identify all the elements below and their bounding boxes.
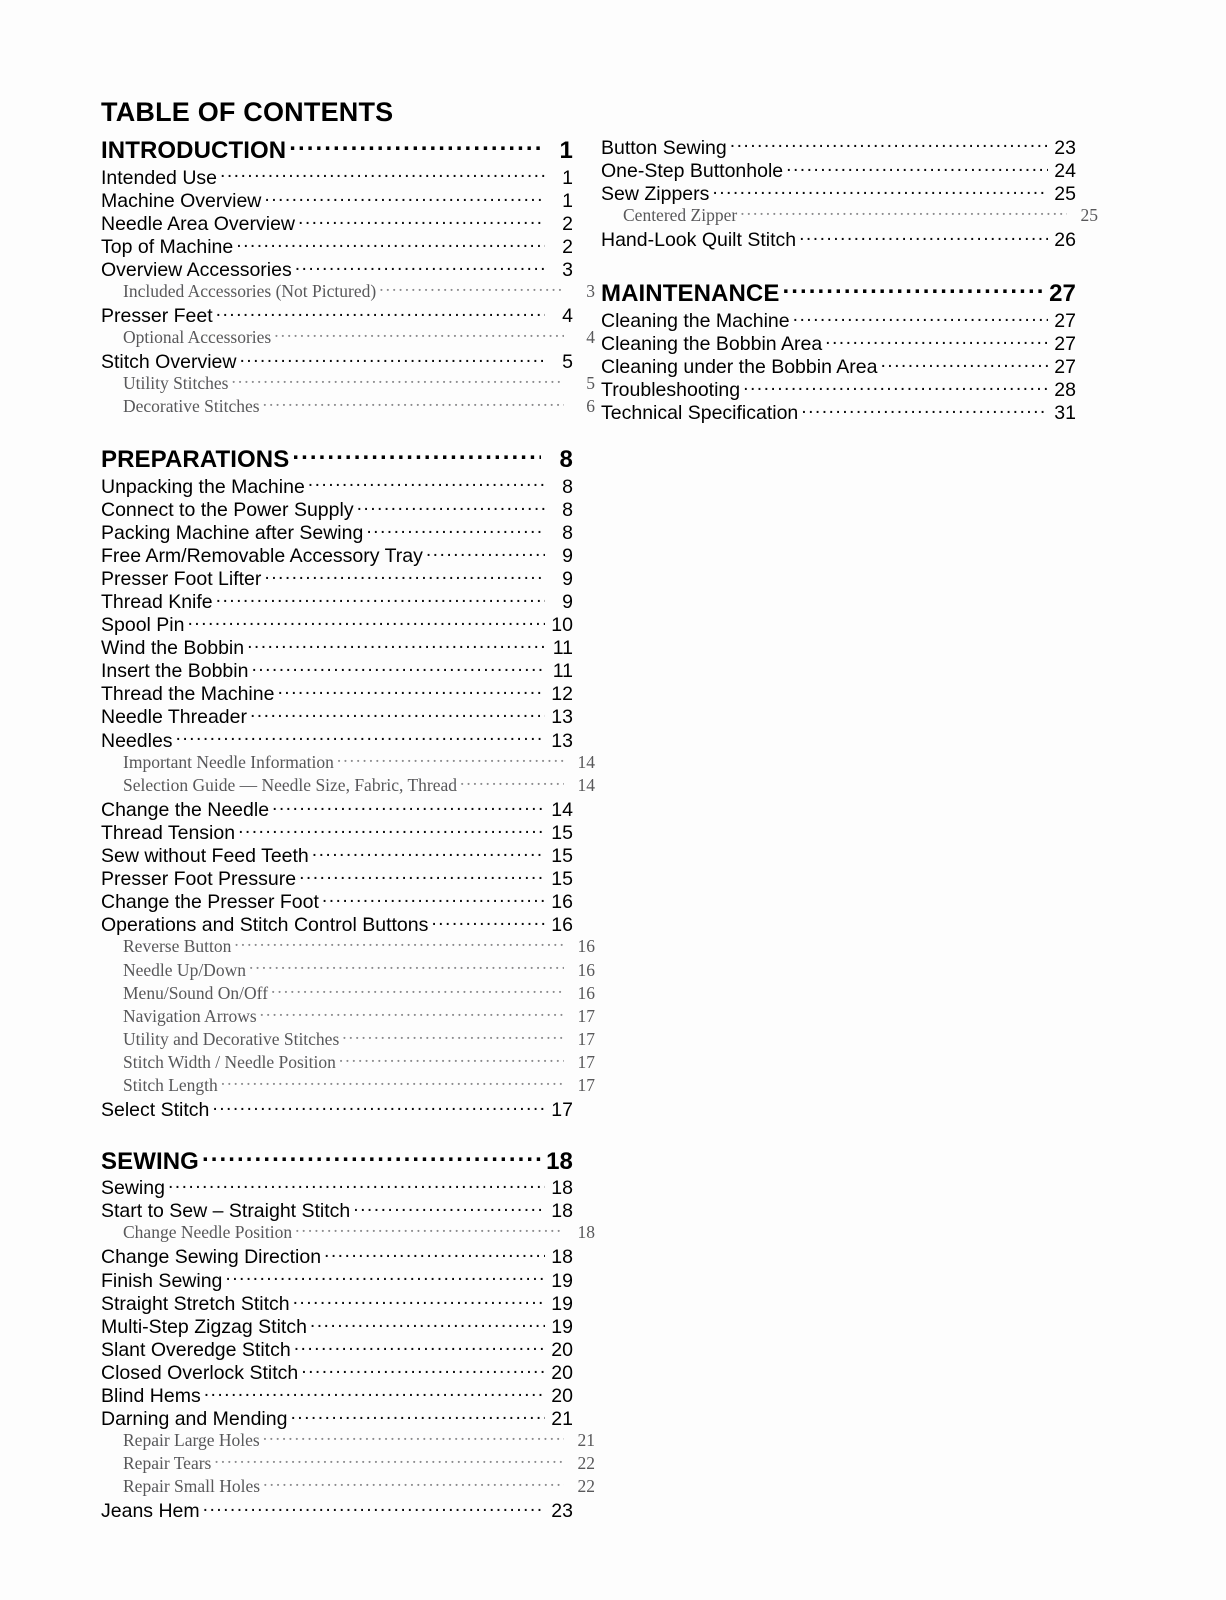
toc-page-number: 16 (551, 914, 573, 937)
toc-entry-label: Utility and Decorative Stitches (123, 1028, 340, 1049)
toc-dot-leader (298, 210, 545, 230)
toc-dot-leader (799, 226, 1048, 246)
toc-entry-label: Repair Small Holes (123, 1476, 261, 1497)
toc-page-number: 17 (577, 1005, 595, 1026)
toc-page-number: 11 (552, 660, 573, 683)
toc-entry-row[interactable] (101, 1097, 573, 1120)
toc-subentry-row[interactable] (101, 1221, 595, 1244)
toc-entry-label: Centered Zipper (623, 204, 738, 225)
toc-subentry-row[interactable] (101, 1452, 595, 1475)
toc-entry-row[interactable] (601, 331, 1076, 354)
toc-entry-label: Unpacking the Machine (101, 475, 305, 498)
toc-entry-label: Needles (101, 729, 173, 752)
toc-page-number: 20 (551, 1338, 573, 1361)
toc-dot-leader (239, 349, 545, 369)
toc-entry-label: SEWING (101, 1147, 199, 1175)
toc-dot-leader (216, 303, 545, 323)
toc-entry-label: Navigation Arrows (123, 1005, 257, 1026)
toc-page-number: 13 (551, 706, 573, 729)
toc-page-number: 8 (562, 475, 573, 498)
toc-page-number: 27 (1049, 280, 1076, 308)
toc-dot-leader (212, 1097, 545, 1117)
toc-page-number: 15 (551, 845, 573, 868)
toc-subentry-row[interactable] (101, 1475, 595, 1498)
toc-dot-leader (220, 164, 545, 184)
toc-entry-label: Straight Stretch Stitch (101, 1292, 290, 1315)
toc-entry-row[interactable] (101, 542, 573, 565)
toc-dot-leader (712, 180, 1048, 200)
toc-entry-label: Hand-Look Quilt Stitch (601, 228, 797, 251)
toc-page-number: 16 (577, 982, 595, 1003)
toc-page-number: 28 (1054, 379, 1076, 402)
toc-entry-row[interactable] (601, 307, 1076, 330)
toc-entry-row[interactable] (101, 1383, 573, 1406)
toc-entry-row[interactable] (101, 164, 573, 187)
toc-dot-leader (293, 1290, 545, 1310)
toc-page-number: 9 (562, 567, 573, 590)
toc-entry-label: Cleaning the Bobbin Area (601, 333, 823, 356)
toc-page-number: 14 (577, 774, 595, 795)
toc-dot-leader (289, 134, 541, 158)
toc-dot-leader (274, 326, 564, 344)
toc-entry-label: Stitch Length (123, 1074, 218, 1095)
toc-entry-row[interactable] (101, 1359, 573, 1382)
toc-dot-leader (264, 565, 545, 585)
toc-entry-row[interactable] (601, 226, 1076, 249)
toc-entry-label: Multi-Step Zigzag Stitch (101, 1315, 307, 1338)
toc-page-number: 17 (577, 1028, 595, 1049)
toc-entry-label: Intended Use (101, 166, 218, 189)
toc-entry-row[interactable] (601, 134, 1076, 157)
toc-dot-leader (357, 496, 545, 516)
toc-entry-row[interactable] (101, 727, 573, 750)
toc-dot-leader (740, 203, 1067, 221)
toc-subentry-row[interactable] (101, 1004, 595, 1027)
toc-entry-label: Overview Accessories (101, 258, 292, 281)
toc-entry-row[interactable] (101, 519, 573, 542)
toc-dot-leader (295, 1221, 564, 1239)
toc-dot-leader (825, 331, 1048, 351)
toc-page-number: 1 (562, 189, 573, 212)
toc-entry-label: INTRODUCTION (101, 137, 287, 164)
toc-entry-row[interactable] (601, 400, 1076, 423)
toc-dot-leader (221, 1073, 564, 1091)
toc-subentry-row[interactable] (101, 395, 595, 418)
toc-entry-row[interactable] (101, 635, 573, 658)
toc-entry-label: Start to Sew – Straight Stitch (101, 1200, 351, 1223)
toc-entry-row[interactable] (101, 1313, 573, 1336)
toc-page-number: 13 (551, 729, 573, 752)
toc-page-number: 4 (562, 305, 573, 328)
toc-entry-label: Operations and Stitch Control Buttons (101, 914, 429, 937)
toc-entry-label: Repair Large Holes (123, 1430, 260, 1451)
toc-entry-row[interactable] (101, 303, 573, 326)
toc-dot-leader (264, 187, 545, 207)
toc-entry-row[interactable] (101, 187, 573, 210)
toc-page-number: 3 (586, 280, 595, 301)
toc-entry-row[interactable] (101, 256, 573, 279)
toc-entry-label: Button Sewing (601, 136, 727, 159)
toc-page-number: 9 (562, 544, 573, 567)
toc-dot-leader (299, 866, 545, 886)
toc-entry-label: Change the Needle (101, 798, 270, 821)
toc-entry-label: Change the Presser Foot (101, 891, 319, 914)
toc-entry-label: Darning and Mending (101, 1408, 288, 1431)
toc-dot-leader (460, 773, 564, 791)
toc-entry-row[interactable] (101, 819, 573, 842)
toc-entry-label: Cleaning under the Bobbin Area (601, 356, 878, 379)
toc-page-number: 20 (551, 1385, 573, 1407)
toc-subentry-row[interactable] (101, 935, 595, 958)
toc-dot-leader (263, 395, 564, 413)
toc-dot-leader (271, 981, 564, 999)
toc-entry-label: Troubleshooting (601, 379, 741, 402)
toc-page-number: 31 (1054, 402, 1076, 425)
toc-page-number: 18 (551, 1200, 573, 1223)
toc-entry-label: Needle Threader (101, 706, 247, 729)
toc-entry-label: Utility Stitches (123, 373, 229, 394)
toc-entry-row[interactable] (101, 1175, 573, 1198)
toc-entry-row[interactable] (101, 210, 573, 233)
toc-dot-leader (337, 750, 564, 768)
toc-page-number: 16 (577, 936, 595, 957)
toc-dot-leader (232, 372, 565, 390)
toc-entry-label: Jeans Hem (101, 1500, 200, 1523)
toc-entry-label: Presser Feet (101, 305, 213, 328)
toc-dot-leader (342, 1027, 564, 1045)
toc-dot-leader (310, 1313, 545, 1333)
toc-page-number: 21 (577, 1430, 595, 1451)
toc-entry-row[interactable] (101, 1267, 573, 1290)
toc-entry-label: Top of Machine (101, 235, 234, 258)
toc-entry-row[interactable] (101, 1290, 573, 1313)
toc-entry-row[interactable] (601, 377, 1076, 400)
toc-subentry-row[interactable] (101, 958, 595, 981)
toc-entry-label: PREPARATIONS (101, 446, 290, 474)
toc-entry-label: Machine Overview (101, 189, 262, 212)
toc-page-number: 23 (551, 1500, 573, 1523)
toc-page-number: 23 (1054, 136, 1076, 159)
toc-dot-leader (263, 1429, 564, 1447)
toc-entry-label: Insert the Bobbin (101, 660, 249, 683)
toc-page-number: 19 (551, 1292, 573, 1315)
toc-subentry-row[interactable] (101, 773, 595, 796)
toc-page-number: 14 (551, 798, 573, 821)
toc-page-number: 27 (1054, 333, 1076, 356)
toc-page-number: 15 (551, 868, 573, 891)
toc-dot-leader (880, 354, 1048, 374)
toc-dot-leader (339, 1050, 564, 1068)
toc-page-number: 11 (552, 637, 573, 660)
toc-page-number: 21 (551, 1408, 573, 1431)
toc-dot-leader (249, 958, 564, 976)
toc-dot-leader (793, 307, 1048, 327)
toc-page-number: 19 (551, 1269, 573, 1292)
toc-dot-leader (324, 1244, 545, 1264)
toc-section-row[interactable] (101, 1145, 573, 1175)
toc-subentry-row[interactable] (101, 981, 595, 1004)
toc-entry-row[interactable] (601, 354, 1076, 377)
toc-subentry-row[interactable] (101, 1027, 595, 1050)
toc-entry-label: Decorative Stitches (123, 396, 260, 417)
toc-subentry-row[interactable] (101, 750, 595, 773)
toc-entry-row[interactable] (101, 1336, 573, 1359)
toc-dot-leader (277, 681, 545, 701)
toc-dot-leader (366, 519, 545, 539)
toc-dot-leader (187, 612, 545, 632)
toc-subentry-row[interactable] (101, 1429, 595, 1452)
toc-dot-leader (379, 279, 564, 297)
toc-entry-label: Stitch Overview (101, 351, 237, 374)
toc-dot-leader (250, 704, 545, 724)
toc-entry-row[interactable] (101, 1198, 573, 1221)
toc-page-number: 17 (551, 1099, 573, 1122)
toc-entry-row[interactable] (101, 866, 573, 889)
toc-entry-label: Sewing (101, 1177, 165, 1200)
toc-entry-label: Important Needle Information (123, 751, 334, 772)
toc-page-number: 5 (586, 373, 595, 394)
toc-dot-leader (426, 542, 545, 562)
toc-page-number: 3 (562, 258, 573, 281)
toc-section-row[interactable] (101, 443, 573, 473)
page-title: TABLE OF CONTENTS (101, 97, 394, 127)
toc-dot-leader (301, 1359, 545, 1379)
toc-entry-row[interactable] (101, 1498, 573, 1521)
toc-entry-row[interactable] (101, 612, 573, 635)
toc-page-number: 2 (562, 212, 573, 235)
toc-dot-leader (272, 796, 545, 816)
toc-dot-leader (202, 1145, 541, 1169)
toc-entry-label: Change Sewing Direction (101, 1246, 322, 1269)
toc-section-row[interactable] (601, 277, 1076, 307)
toc-entry-row[interactable] (601, 157, 1076, 180)
toc-entry-label: Connect to the Power Supply (101, 498, 354, 521)
toc-page-number: 10 (551, 614, 573, 637)
toc-dot-leader (786, 157, 1048, 177)
toc-page-number: 16 (577, 959, 595, 980)
toc-page-number: 17 (577, 1074, 595, 1095)
toc-dot-leader (176, 727, 545, 747)
toc-dot-leader (322, 889, 545, 909)
toc-dot-leader (308, 473, 545, 493)
toc-page-number: 25 (1054, 182, 1076, 205)
toc-entry-label: Thread Tension (101, 821, 236, 844)
toc-entry-label: Presser Foot Pressure (101, 868, 297, 891)
toc-entry-row[interactable] (101, 349, 573, 372)
toc-dot-leader (292, 443, 541, 467)
toc-page-number: 17 (577, 1051, 595, 1072)
toc-entry-label: Stitch Width / Needle Position (123, 1051, 336, 1072)
toc-page-number: 18 (551, 1177, 573, 1200)
toc-entry-label: Packing Machine after Sewing (101, 521, 364, 544)
toc-entry-label: Blind Hems (101, 1385, 201, 1407)
toc-entry-row[interactable] (101, 912, 573, 935)
toc-entry-label: Slant Overedge Stitch (101, 1338, 291, 1361)
toc-entry-row[interactable] (101, 658, 573, 681)
toc-entry-label: Repair Tears (123, 1453, 212, 1474)
toc-page-number: 8 (562, 521, 573, 544)
toc-dot-leader (214, 1452, 564, 1470)
toc-entry-label: Reverse Button (123, 936, 232, 957)
toc-page-number: 15 (551, 821, 573, 844)
toc-dot-leader (236, 233, 545, 253)
toc-dot-leader (730, 134, 1048, 154)
toc-dot-leader (295, 256, 545, 276)
toc-dot-leader (294, 1336, 545, 1356)
toc-entry-row[interactable] (101, 565, 573, 588)
toc-page-number: 14 (577, 751, 595, 772)
toc-entry-label: Closed Overlock Stitch (101, 1361, 299, 1384)
toc-page-number: 27 (1054, 309, 1076, 332)
toc-entry-label: Cleaning the Machine (601, 309, 790, 332)
toc-page-number: 18 (551, 1246, 573, 1269)
toc-dot-leader (204, 1383, 545, 1403)
toc-dot-leader (238, 819, 545, 839)
toc-dot-leader (431, 912, 545, 932)
toc-dot-leader (260, 1004, 564, 1022)
toc-entry-label: Included Accessories (Not Pictured) (123, 280, 377, 301)
toc-entry-label: Wind the Bobbin (101, 637, 245, 660)
toc-entry-label: Thread the Machine (101, 683, 275, 706)
toc-page-number: 18 (577, 1222, 595, 1243)
toc-page-number: 19 (551, 1315, 573, 1338)
toc-page-number: 20 (551, 1361, 573, 1384)
toc-subentry-row[interactable] (101, 1050, 595, 1073)
toc-subentry-row[interactable] (101, 372, 595, 395)
toc-page-number: 25 (1080, 204, 1098, 225)
toc-entry-label: One-Step Buttonhole (601, 159, 784, 182)
toc-entry-label: Technical Specification (601, 402, 799, 425)
toc-dot-leader (743, 377, 1048, 397)
toc-page-number: 2 (562, 235, 573, 258)
toc-section-row[interactable] (101, 134, 573, 164)
toc-page-number: 12 (551, 683, 573, 706)
toc-entry-label: Needle Up/Down (123, 959, 246, 980)
toc-dot-leader (203, 1498, 545, 1518)
toc-page-number: 8 (559, 446, 573, 474)
toc-dot-leader (225, 1267, 545, 1287)
toc-entry-row[interactable] (101, 496, 573, 519)
toc-page-number: 24 (1054, 159, 1076, 182)
toc-page-number: 8 (562, 498, 573, 521)
toc-column-right (601, 134, 1098, 425)
toc-page-number: 1 (559, 137, 573, 164)
toc-page-number: 4 (586, 327, 595, 348)
toc-column-left (101, 134, 595, 1523)
toc-page-number: 9 (562, 591, 573, 613)
toc-dot-leader (782, 277, 1044, 301)
toc-subentry-row[interactable] (101, 1073, 595, 1096)
toc-page-number: 22 (577, 1453, 595, 1474)
toc-entry-row[interactable] (101, 473, 573, 496)
toc-entry-row[interactable] (101, 681, 573, 704)
toc-entry-label: Finish Sewing (101, 1269, 223, 1292)
toc-page-number: 5 (562, 351, 573, 374)
toc-dot-leader (234, 935, 564, 953)
toc-dot-leader (251, 658, 545, 678)
toc-entry-label: MAINTENANCE (601, 280, 780, 308)
toc-dot-leader (168, 1175, 545, 1195)
toc-entry-row[interactable] (101, 796, 573, 819)
toc-dot-leader (216, 589, 545, 609)
toc-dot-leader (263, 1475, 564, 1493)
toc-entry-label: Menu/Sound On/Off (123, 982, 269, 1003)
toc-entry-label: Optional Accessories (123, 327, 272, 348)
toc-dot-leader (290, 1406, 545, 1426)
toc-entry-label: Select Stitch (101, 1099, 210, 1122)
toc-page-number: 18 (546, 1147, 573, 1175)
toc-entry-label: Presser Foot Lifter (101, 567, 262, 590)
toc-dot-leader (312, 843, 545, 863)
toc-subentry-row[interactable] (101, 326, 595, 349)
toc-entry-row[interactable] (101, 233, 573, 256)
toc-entry-row[interactable] (101, 889, 573, 912)
toc-entry-label: Thread Knife (101, 591, 213, 613)
toc-entry-label: Spool Pin (101, 614, 185, 637)
toc-entry-label: Needle Area Overview (101, 212, 296, 235)
toc-entry-row[interactable] (101, 1244, 573, 1267)
toc-dot-leader (353, 1198, 545, 1218)
toc-entry-label: Sew Zippers (601, 182, 710, 205)
toc-page-number: 26 (1054, 228, 1076, 251)
toc-page-number: 22 (577, 1476, 595, 1497)
toc-entry-row[interactable] (101, 704, 573, 727)
toc-entry-row[interactable] (601, 180, 1076, 203)
toc-subentry-row[interactable] (601, 203, 1098, 226)
toc-dot-leader (247, 635, 545, 655)
toc-entry-row[interactable] (101, 589, 573, 612)
toc-entry-row[interactable] (101, 843, 573, 866)
toc-page-number: 6 (586, 396, 595, 417)
toc-page-number: 16 (551, 891, 573, 914)
toc-page-number: 27 (1054, 356, 1076, 379)
toc-subentry-row[interactable] (101, 279, 595, 302)
toc-entry-label: Sew without Feed Teeth (101, 845, 309, 868)
toc-entry-label: Free Arm/Removable Accessory Tray (101, 544, 423, 567)
toc-entry-row[interactable] (101, 1406, 573, 1429)
toc-dot-leader (801, 400, 1048, 420)
toc-entry-label: Selection Guide — Needle Size, Fabric, Thread (123, 774, 458, 795)
toc-entry-label: Change Needle Position (123, 1222, 293, 1243)
toc-page-number: 1 (562, 166, 573, 189)
